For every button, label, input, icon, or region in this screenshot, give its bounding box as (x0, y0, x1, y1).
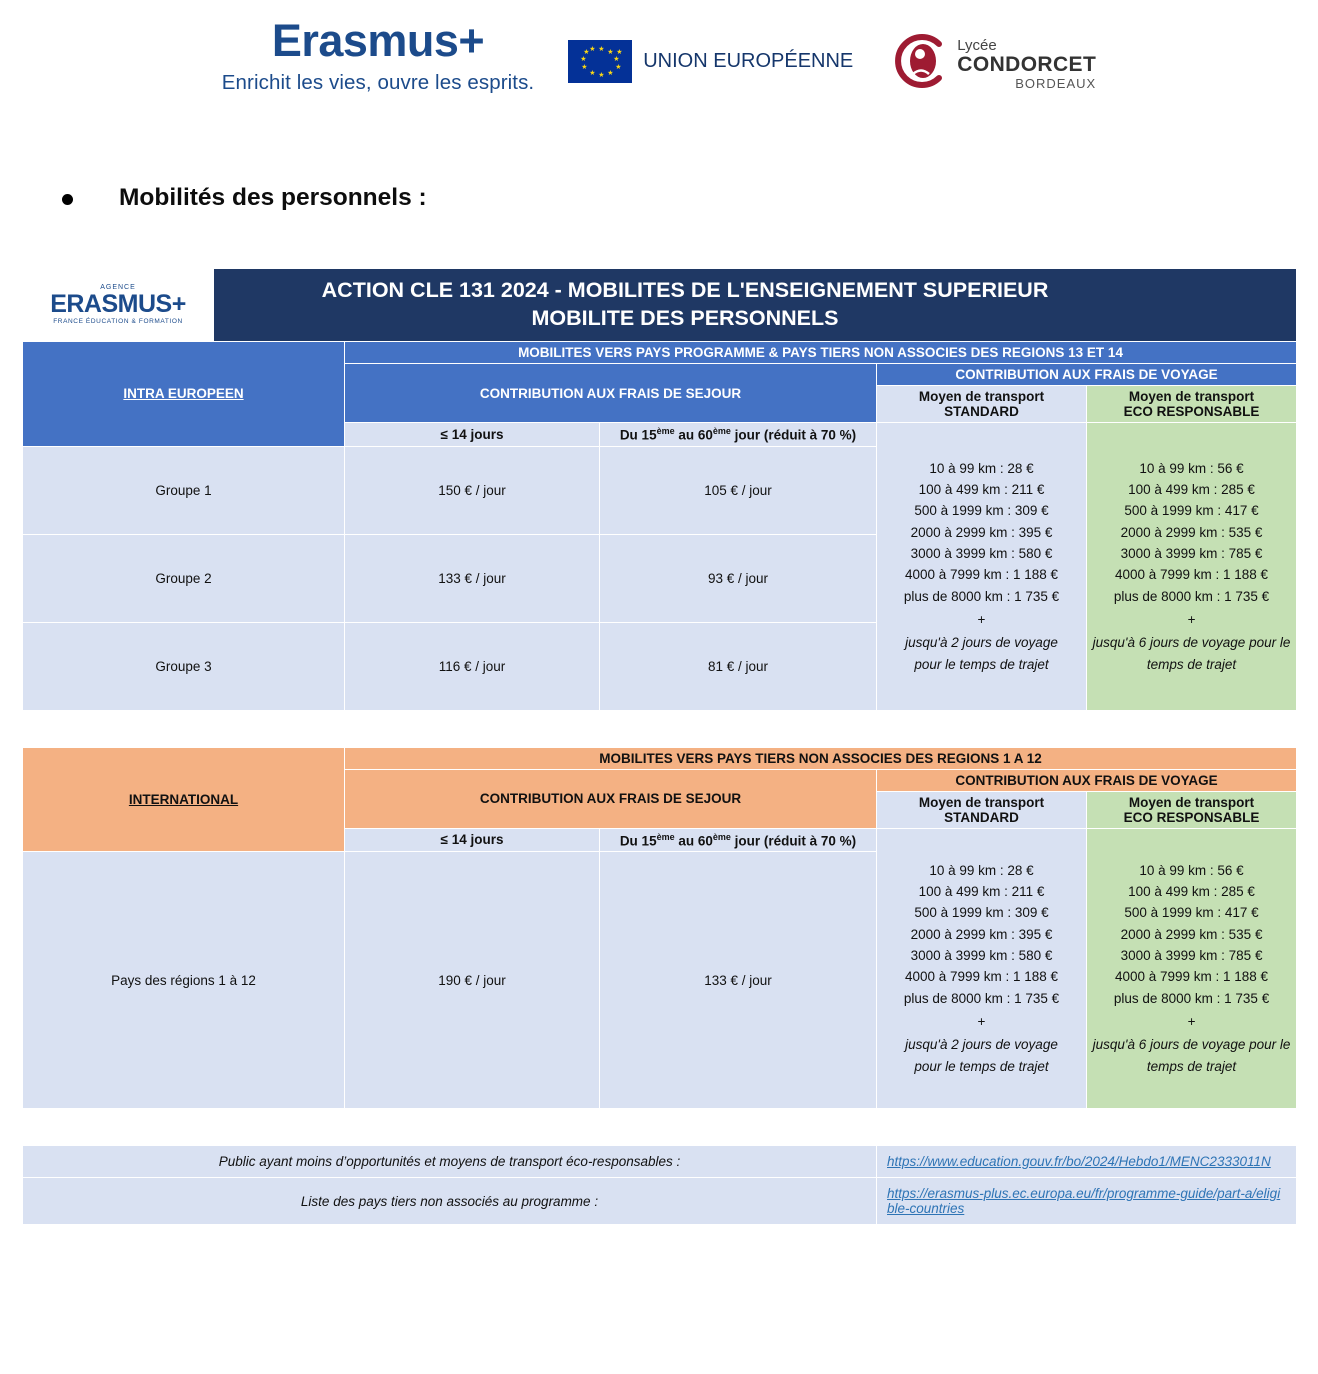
rate-line: 500 à 1999 km : 309 € (914, 503, 1049, 519)
intra-sejour-header: CONTRIBUTION AUX FRAIS DE SEJOUR (345, 364, 877, 423)
condorcet-line-2: CONDORCET (957, 53, 1097, 77)
international-col-prefix: Du 15 (619, 833, 657, 848)
rate-plus: + (977, 611, 986, 627)
link-eligible-countries[interactable]: https://erasmus-plus.ec.europa.eu/fr/programme-guide/part-a/eligible-countries (887, 1186, 1281, 1216)
eu-logo-text: UNION EUROPÉENNE (643, 50, 854, 72)
international-col-suffix: jour (réduit à 70 %) (730, 833, 857, 848)
link-label-opportunites: Public ayant moins d’opportunités et moyens de transport éco-responsables : (23, 1146, 877, 1178)
intra-group-label: Groupe 2 (23, 534, 345, 622)
rate-line: 100 à 499 km : 211 € (918, 883, 1045, 899)
rate-line: 3000 à 3999 km : 580 € (910, 947, 1053, 963)
intra-col-sup-2: ème (712, 426, 731, 436)
rate-note-line-2: pour le temps de trajet (914, 656, 1049, 672)
rate-note-line-1: jusqu'à 2 jours de voyage (905, 635, 1058, 651)
banner-title-line-1: ACTION CLE 131 2024 - MOBILITES DE L'ENSEIGNEMENT SUPERIEUR (321, 278, 1049, 303)
intra-transport-eco-line-2: ECO RESPONSABLE (1123, 404, 1260, 419)
international-sejour-header: CONTRIBUTION AUX FRAIS DE SEJOUR (345, 769, 877, 828)
erasmus-logo-tagline: Enrichit les vies, ouvre les esprits. (221, 71, 535, 94)
link-education-gouv[interactable]: https://www.education.gouv.fr/bo/2024/Hebdo1/MENC2333011N (887, 1154, 1271, 1169)
eu-flag-icon: ★ ★ ★ ★ ★ ★ ★ ★ ★ ★ ★ ★ (568, 40, 632, 83)
intra-top-header: MOBILITES VERS PAYS PROGRAMME & PAYS TIERS NON ASSOCIES DES REGIONS 13 ET 14 (345, 342, 1297, 364)
intra-standard-rates (877, 423, 1087, 711)
section-heading (62, 184, 1318, 212)
link-cell-opportunites[interactable] (877, 1146, 1297, 1178)
international-col-15-60-jours (600, 828, 877, 852)
international-side-label: INTERNATIONAL (23, 747, 345, 852)
rate-line: 100 à 499 km : 211 € (918, 481, 1045, 497)
rate-note-line-2: temps de trajet (1146, 656, 1237, 672)
international-standard-rates (877, 828, 1087, 1109)
international-transport-standard-line-1: Moyen de transport (918, 794, 1045, 810)
intra-group-long: 105 € / jour (600, 446, 877, 534)
condorcet-line-1: Lycée (957, 37, 997, 54)
rate-line: 2000 à 2999 km : 395 € (910, 524, 1053, 540)
table-international (22, 747, 1297, 1110)
intra-eco-rates (1087, 423, 1297, 711)
header-logo-bar (0, 0, 1318, 112)
rate-line: 2000 à 2999 km : 395 € (910, 926, 1053, 942)
rate-line: 4000 à 7999 km : 1 188 € (1114, 567, 1269, 583)
rate-line: plus de 8000 km : 1 735 € (903, 588, 1060, 604)
intra-group-court: 116 € / jour (345, 622, 600, 710)
intra-voyage-header: CONTRIBUTION AUX FRAIS DE VOYAGE (877, 364, 1297, 386)
condorcet-emblem-icon (887, 30, 951, 92)
rate-line: 2000 à 2999 km : 535 € (1120, 524, 1263, 540)
rate-plus: + (977, 1013, 986, 1029)
reference-links-table (22, 1145, 1297, 1225)
rate-note-line-2: temps de trajet (1146, 1058, 1237, 1074)
rate-line: plus de 8000 km : 1 735 € (903, 990, 1060, 1006)
rate-line: 4000 à 7999 km : 1 188 € (1114, 969, 1269, 985)
agence-label: AGENCE (100, 284, 136, 292)
rate-line: 3000 à 3999 km : 580 € (910, 545, 1053, 561)
rate-line: 10 à 99 km : 28 € (929, 460, 1034, 476)
table-spacer (0, 711, 1318, 747)
international-region-label: Pays des régions 1 à 12 (23, 852, 345, 1109)
intra-group-court: 133 € / jour (345, 534, 600, 622)
table-row (23, 747, 1297, 769)
intra-col-suffix: jour (réduit à 70 %) (730, 427, 857, 443)
erasmus-logo-word: Erasmus+ (271, 15, 485, 66)
international-region-court: 190 € / jour (345, 852, 600, 1109)
agence-erasmus-word: ERASMUS+ (50, 290, 186, 319)
international-transport-eco-line-2: ECO RESPONSABLE (1123, 809, 1260, 825)
international-col-sup-1: ème (656, 831, 675, 842)
lycee-condorcet-logo (887, 14, 1096, 92)
international-top-header: MOBILITES VERS PAYS TIERS NON ASSOCIES DES REGIONS 1 A 12 (345, 747, 1297, 769)
intra-group-long: 93 € / jour (600, 534, 877, 622)
rate-note-line-2: pour le temps de trajet (914, 1058, 1049, 1074)
international-transport-standard-header (877, 791, 1087, 828)
eu-logo (568, 14, 853, 83)
international-transport-eco-header (1087, 791, 1297, 828)
banner-title-line-2: MOBILITE DES PERSONNELS (531, 306, 839, 330)
condorcet-name (957, 30, 1096, 91)
intra-group-label: Groupe 1 (23, 446, 345, 534)
intra-transport-standard-line-2: STANDARD (944, 404, 1019, 419)
agence-erasmus-sub: FRANCE ÉDUCATION & FORMATION (53, 318, 183, 326)
table-row (23, 1178, 1297, 1225)
international-region-long: 133 € / jour (600, 852, 877, 1109)
intra-group-long: 81 € / jour (600, 622, 877, 710)
international-transport-eco-line-1: Moyen de transport (1128, 794, 1255, 810)
page-title: Mobilités des personnels : (119, 184, 427, 211)
table-row (23, 1146, 1297, 1178)
rate-line: 100 à 499 km : 285 € (1128, 481, 1255, 497)
rate-line: 2000 à 2999 km : 535 € (1120, 926, 1263, 942)
bullet-icon (62, 194, 73, 205)
action-banner (22, 269, 1296, 341)
rate-plus: + (1187, 1013, 1196, 1029)
rate-line: 10 à 99 km : 56 € (1139, 862, 1244, 878)
rate-note-line-1: jusqu'à 6 jours de voyage pour le (1092, 1037, 1291, 1053)
rate-line: 10 à 99 km : 28 € (929, 862, 1034, 878)
intra-col-sup-1: ème (656, 426, 675, 436)
intra-side-label: INTRA EUROPEEN (23, 342, 345, 447)
intra-col-14-jours: ≤ 14 jours (345, 423, 600, 447)
rate-line: 3000 à 3999 km : 785 € (1120, 545, 1263, 561)
intra-transport-eco-header (1087, 386, 1297, 423)
agence-erasmus-logo (22, 269, 214, 341)
banner-title (214, 277, 1296, 333)
intra-transport-eco-line-1: Moyen de transport (1128, 389, 1255, 404)
rate-line: plus de 8000 km : 1 735 € (1113, 588, 1270, 604)
rate-line: 100 à 499 km : 285 € (1128, 883, 1255, 899)
international-col-mid: au 60 (674, 833, 713, 848)
link-label-pays-tiers: Liste des pays tiers non associés au programme : (23, 1178, 877, 1225)
rate-plus: + (1187, 611, 1196, 627)
intra-col-prefix: Du 15 (619, 427, 657, 443)
international-eco-rates (1087, 828, 1297, 1109)
rate-line: 500 à 1999 km : 309 € (914, 905, 1049, 921)
intra-col-mid: au 60 (674, 427, 713, 443)
rate-line: 10 à 99 km : 56 € (1139, 460, 1244, 476)
rate-line: 4000 à 7999 km : 1 188 € (904, 567, 1059, 583)
intra-transport-standard-header (877, 386, 1087, 423)
rate-note-line-1: jusqu'à 2 jours de voyage (905, 1037, 1058, 1053)
international-col-sup-2: ème (712, 831, 731, 842)
rate-line: 4000 à 7999 km : 1 188 € (904, 969, 1059, 985)
rate-note-line-1: jusqu'à 6 jours de voyage pour le (1092, 635, 1291, 651)
intra-transport-standard-line-1: Moyen de transport (918, 389, 1045, 404)
table-intra-europeen (22, 341, 1297, 711)
rate-line: 500 à 1999 km : 417 € (1124, 503, 1259, 519)
condorcet-line-3: BORDEAUX (1015, 75, 1097, 91)
table-row (23, 342, 1297, 364)
international-col-14-jours: ≤ 14 jours (345, 828, 600, 852)
rate-line: 3000 à 3999 km : 785 € (1120, 947, 1263, 963)
link-cell-pays-tiers[interactable] (877, 1178, 1297, 1225)
erasmus-plus-logo (222, 14, 534, 94)
international-voyage-header: CONTRIBUTION AUX FRAIS DE VOYAGE (877, 769, 1297, 791)
rate-line: plus de 8000 km : 1 735 € (1113, 990, 1270, 1006)
intra-group-label: Groupe 3 (23, 622, 345, 710)
intra-col-15-60-jours (600, 423, 877, 447)
rate-line: 500 à 1999 km : 417 € (1124, 905, 1259, 921)
international-transport-standard-line-2: STANDARD (944, 809, 1019, 825)
intra-group-court: 150 € / jour (345, 446, 600, 534)
